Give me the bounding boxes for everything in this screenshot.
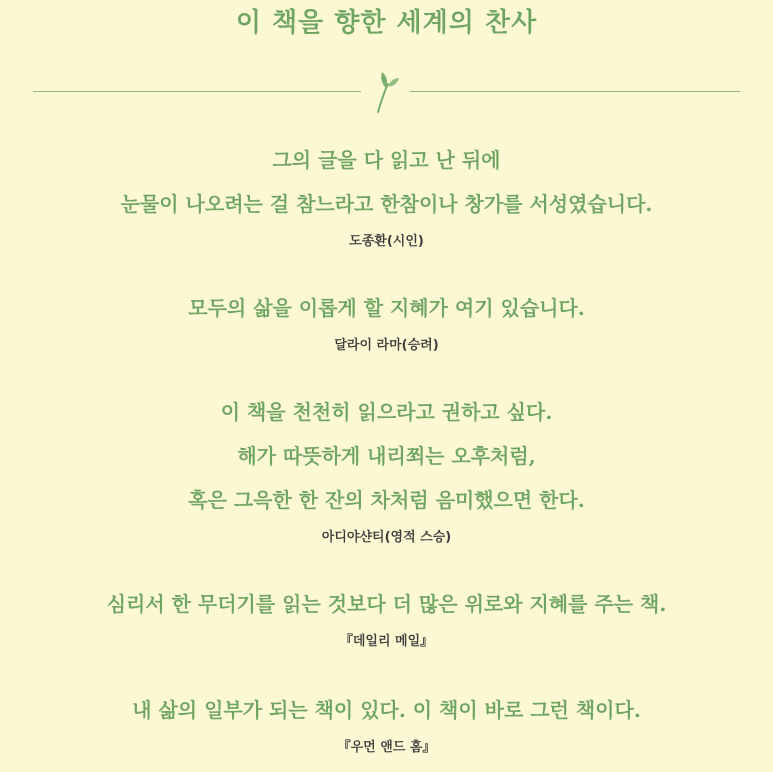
quote-source: 달라이 라마(승려) (334, 338, 439, 353)
quote-text: 그의 글을 다 읽고 난 뒤에 (272, 148, 501, 172)
quote-source: 도종환(시인) (349, 234, 424, 249)
quote-text: 모두의 삶을 이롭게 할 지혜가 여기 있습니다. (188, 296, 585, 320)
title-divider (0, 66, 773, 116)
quote-item (0, 390, 773, 548)
quote-text: 눈물이 나오려는 걸 참느라고 한참이나 창가를 서성였습니다. (120, 192, 653, 216)
quote-list (0, 138, 773, 758)
quote-source: 『우먼 앤드 홈』 (337, 740, 436, 755)
quote-item (0, 286, 773, 356)
quote-text: 해가 따뜻하게 내리쬐는 오후처럼, (237, 444, 536, 468)
divider-line-right (410, 91, 740, 92)
quote-text: 심리서 한 무더기를 읽는 것보다 더 많은 위로와 지혜를 주는 책. (106, 592, 667, 616)
quote-text: 혹은 그윽한 한 잔의 차처럼 음미했으면 한다. (188, 488, 585, 512)
page-title: 이 책을 향한 세계의 찬사 (235, 8, 538, 38)
leaf-icon (370, 68, 400, 114)
quote-source: 『데일리 메일』 (339, 634, 434, 649)
quote-text: 이 책을 천천히 읽으라고 권하고 싶다. (220, 400, 553, 424)
quote-item (0, 138, 773, 252)
quote-source: 아디야샨티(영적 스승) (321, 530, 452, 545)
quote-item (0, 688, 773, 758)
quote-item (0, 582, 773, 652)
divider-line-left (33, 91, 361, 92)
quote-text: 내 삶의 일부가 되는 책이 있다. 이 책이 바로 그런 책이다. (132, 698, 641, 722)
